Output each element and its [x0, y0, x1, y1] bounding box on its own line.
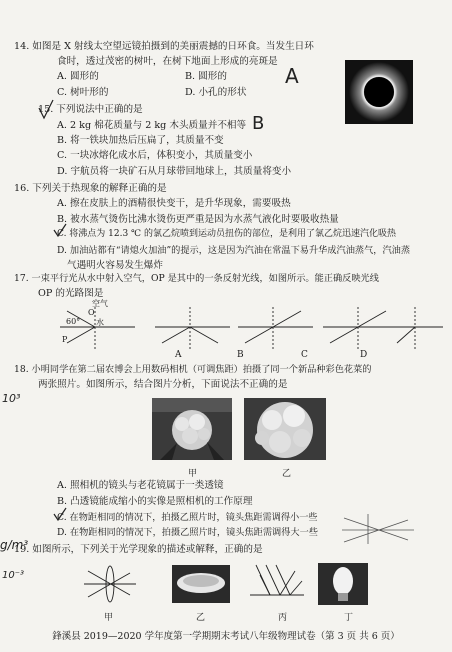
q15-option-c: C. 一块冰熔化成水后，体积变小，其质量变小 — [57, 150, 253, 161]
q18-caption-jia: 甲 — [188, 469, 198, 479]
q16-option-b: B. 被水蒸气烫伤比沸水烫伤更严重是因为水蒸气液化时要吸收热量 — [57, 214, 339, 225]
q19-caption-bing: 丙 — [278, 613, 288, 623]
q18-option-a: A. 照相机的镜头与老花镜属于一类透镜 — [57, 480, 224, 491]
q18-option-d: D. 在物距相同的情况下，拍摄乙照片时，镜头焦距需调得大一些 — [57, 527, 318, 538]
q16-option-d-line2: 气遇明火容易发生爆炸 — [67, 260, 163, 271]
q19-caption-jia: 甲 — [104, 613, 114, 623]
q14-option-a: A. 圆形的 — [57, 71, 99, 82]
q17-label-water: 水 — [96, 318, 104, 327]
q17-option-c-label: C — [301, 350, 308, 360]
page-footer: 鋒溪县 2019—2020 学年度第一学期期末考试八年级物理试卷（第 3 页 共 6 页） — [52, 631, 400, 642]
q15-option-d: D. 宇航员将一块矿石从月球带回地球上，其质量将变小 — [57, 166, 292, 177]
q17-label-angle: 60° — [66, 317, 81, 326]
q18-check-mark — [52, 506, 68, 522]
q15-option-b: B. 将一铁块加热后压扁了，其质量不变 — [57, 135, 224, 146]
q15-check-mark — [37, 98, 55, 122]
handwritten-lens-sketch — [338, 508, 418, 548]
q14-option-b: B. 圆形的 — [185, 71, 227, 82]
q18-caption-yi: 乙 — [282, 469, 292, 479]
q18-option-b: B. 凸透镜能成缩小的实像是照相机的工作原理 — [57, 496, 253, 507]
q14-option-c: C. 树叶形的 — [57, 87, 109, 98]
q17-label-o: O — [88, 308, 95, 317]
q16-option-d-line1: D. 加油站都有“请熄火加油”的提示，这是因为汽油在常温下易升华成汽油蒸气，汽油蒸 — [57, 245, 411, 256]
q16-line1: 16. 下列关于热现象的解释正确的是 — [14, 183, 167, 194]
cauliflower-photo-jia — [152, 398, 232, 460]
q14-handwritten-answer: A — [285, 64, 299, 88]
q16-check-mark — [52, 222, 68, 238]
q17-label-p: P — [62, 335, 68, 344]
q17-line2: OP 的光路图是 — [38, 288, 104, 299]
q19-optics-figures — [80, 559, 370, 609]
q17-option-a-label: A — [175, 350, 182, 360]
q14-line1: 14. 如图是 X 射线太空望远镜拍摄到的美丽震撼的日环食。当发生日环 — [14, 41, 314, 52]
q14-line2: 食时，透过茂密的树叶，在树下地面上形成的亮斑是 — [57, 56, 278, 67]
q17-light-path-diagrams — [55, 305, 445, 363]
q17-option-b-label: B — [237, 350, 244, 360]
q15-option-a: A. 2 kg 棉花质量与 2 kg 木头质量并不相等 — [57, 120, 247, 131]
q16-option-c: C. 将沸点为 12.3 ℃ 的氯乙烷喷到运动员扭伤的部位，是利用了氯乙烷迅速汽化吸热 — [57, 229, 396, 239]
cauliflower-photo-yi — [244, 398, 326, 460]
q14-option-d: D. 小孔的形状 — [185, 87, 247, 98]
q17-option-d-label: D — [360, 350, 368, 360]
q18-line1: 18. 小明同学在第二届农博会上用数码相机（可调焦距）拍摄了同一个新品种彩色花菜的 — [14, 364, 372, 375]
q17-line1: 17. 一束平行光从水中射入空气，OP 是其中的一条反射光线，如图所示。能正确反映光线 — [14, 273, 379, 284]
margin-note-1: 10³ — [2, 392, 21, 405]
margin-note-3: 10⁻³ — [2, 570, 25, 581]
q17-label-air: 空气 — [92, 299, 108, 308]
margin-note-2: g/m³ — [0, 538, 29, 552]
q18-line2: 两张照片。如图所示，结合图片分析，下面说法不正确的是 — [38, 379, 288, 390]
q19-caption-ding: 丁 — [344, 613, 354, 623]
q19-caption-yi: 乙 — [196, 613, 206, 623]
q15-line1: 15. 下列说法中正确的是 — [38, 104, 143, 115]
q18-option-c: C. 在物距相同的情况下，拍摄乙照片时，镜头焦距需调得小一些 — [57, 512, 318, 523]
annular-eclipse-image — [345, 60, 413, 124]
q16-option-a: A. 擦在皮肤上的酒精很快变干，是升华现象，需要吸热 — [57, 198, 291, 209]
q15-handwritten-answer: B — [252, 113, 265, 134]
q19-line1: 19. 如图所示，下列关于光学现象的描述或解释，正确的是 — [14, 544, 263, 555]
